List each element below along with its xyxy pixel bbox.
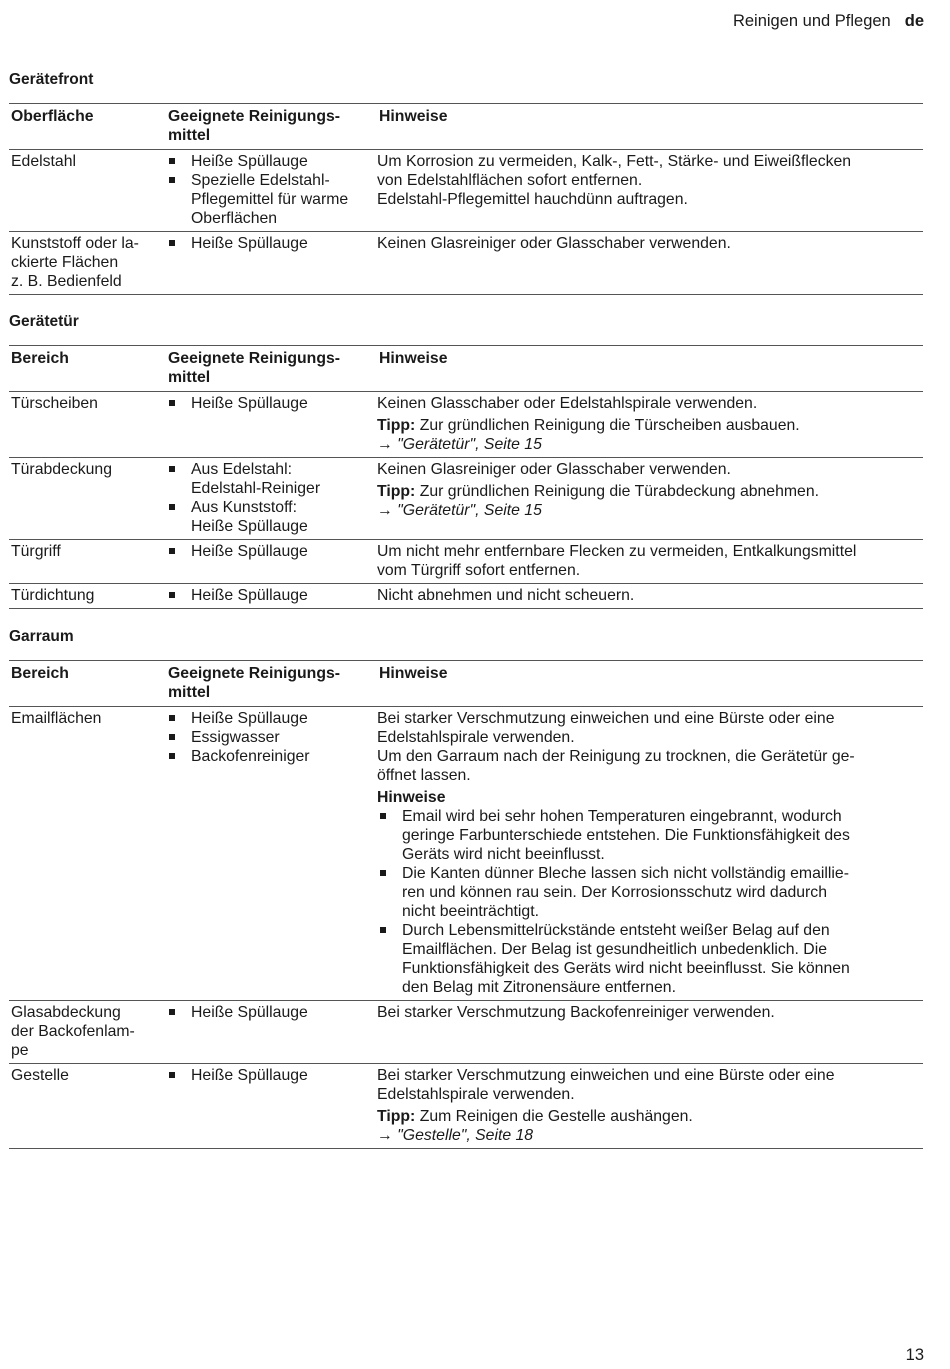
- agent-item: Heiße Spüllauge: [166, 234, 377, 253]
- table-header-row: [9, 346, 923, 392]
- column-header-area: Bereich: [11, 665, 69, 682]
- section-title: Gerätetür: [9, 313, 79, 330]
- agent-item: Aus Edelstahl: Edelstahl-Reiniger: [166, 460, 377, 498]
- cross-reference-link[interactable]: [377, 501, 921, 520]
- note-text: Keinen Glasschaber oder Edelstahlspirale verwenden.: [377, 395, 758, 412]
- agents-cell: [166, 709, 377, 997]
- section-title: Garraum: [9, 628, 74, 645]
- column-header-surface: Oberfläche: [11, 108, 94, 125]
- area-cell: Türabdeckung: [11, 461, 112, 478]
- arrow-right-icon: →: [377, 1127, 393, 1144]
- cleaning-table: [9, 660, 923, 1149]
- cross-reference-text: "Gestelle", Seite 18: [392, 1127, 534, 1144]
- note-cell: Keinen Glasreiniger oder Glasschaber verwenden.: [377, 235, 731, 252]
- agent-item: Heiße Spüllauge: [166, 586, 377, 605]
- agents-cell: [166, 460, 377, 536]
- table-row: [9, 540, 923, 584]
- column-header-notes: Hinweise: [379, 665, 448, 682]
- tip-text: Zum Reinigen die Gestelle aushängen.: [415, 1108, 693, 1125]
- column-header-notes: Hinweise: [379, 108, 448, 125]
- table-row: [9, 458, 923, 540]
- cleaning-table: [9, 345, 923, 609]
- table-row: [9, 150, 923, 232]
- agent-item: Backofenreiniger: [166, 747, 377, 766]
- notes-heading: Hinweise: [377, 789, 446, 806]
- agents-cell: [166, 586, 377, 605]
- arrow-right-icon: →: [377, 502, 393, 519]
- tip-label: Tipp:: [377, 483, 416, 500]
- cross-reference-link[interactable]: [377, 435, 921, 454]
- tip: [377, 1107, 921, 1126]
- column-header-agents: Geeignete Reinigungs- mittel: [168, 665, 341, 701]
- note-text: Keinen Glasreiniger oder Glasschaber verwenden.: [377, 461, 731, 478]
- section-geraetefront: [9, 69, 923, 295]
- agent-item: Heiße Spüllauge: [166, 1066, 377, 1085]
- agent-item: Essigwasser: [166, 728, 377, 747]
- note-text: Bei starker Verschmutzung einweichen und eine Bürste oder eine Edelstahlspirale verwenden. Um den Garraum nach der Reinigung zu trocknen, die Gerätetür ge- öffnet lassen.: [377, 710, 855, 784]
- notes-list: [377, 807, 921, 997]
- note-item: Email wird bei sehr hohen Temperaturen eingebrannt, wodurch geringe Farbunterschiede entstehen. Die Funktionsfähigkeit des Geräts wird nicht beeinflusst.: [377, 807, 921, 864]
- table-row: [9, 584, 923, 609]
- area-cell: Kunststoff oder la- ckierte Flächen z. B. Bedienfeld: [11, 235, 139, 290]
- area-cell: Glasabdeckung der Backofenlam- pe: [11, 1004, 135, 1059]
- area-cell: Gestelle: [11, 1067, 69, 1084]
- area-cell: Türgriff: [11, 543, 61, 560]
- agent-item: Heiße Spüllauge: [166, 709, 377, 728]
- agent-item: Aus Kunststoff: Heiße Spüllauge: [166, 498, 377, 536]
- tip: [377, 482, 921, 501]
- page-number: 13: [905, 1346, 924, 1364]
- tip-text: Zur gründlichen Reinigung die Türabdeckung abnehmen.: [415, 483, 819, 500]
- table-row: [9, 1064, 923, 1149]
- note-item: Die Kanten dünner Bleche lassen sich nicht vollständig emaillie- ren und können rau sein. Der Korrosionsschutz wird dadurch nicht beeinträchtigt.: [377, 864, 921, 921]
- section-garraum: [9, 626, 923, 1149]
- table-header-row: [9, 661, 923, 707]
- note-text: Bei starker Verschmutzung einweichen und eine Bürste oder eine Edelstahlspirale verwenden.: [377, 1067, 835, 1103]
- area-cell: Edelstahl: [11, 153, 76, 170]
- arrow-right-icon: →: [377, 436, 393, 453]
- table-row: [9, 232, 923, 295]
- note-cell: Um nicht mehr entfernbare Flecken zu vermeiden, Entkalkungsmittel vom Türgriff sofort entfernen.: [377, 543, 857, 579]
- note-cell: Bei starker Verschmutzung Backofenreiniger verwenden.: [377, 1004, 775, 1021]
- agent-item: Spezielle Edelstahl- Pflegemittel für warme Oberflächen: [166, 171, 377, 228]
- cross-reference-link[interactable]: [377, 1126, 921, 1145]
- table-row: [9, 1001, 923, 1064]
- cross-reference-text: "Gerätetür", Seite 15: [392, 436, 542, 453]
- column-header-agents: Geeignete Reinigungs- mittel: [168, 108, 341, 144]
- tip-label: Tipp:: [377, 1108, 416, 1125]
- table-row: [9, 707, 923, 1001]
- header-section-title: Reinigen und Pflegen: [732, 12, 891, 30]
- agents-cell: [166, 152, 377, 228]
- tip: [377, 416, 921, 435]
- column-header-agents: Geeignete Reinigungs- mittel: [168, 350, 341, 386]
- column-header-area: Bereich: [11, 350, 69, 367]
- agents-cell: [166, 1066, 377, 1145]
- cross-reference-text: "Gerätetür", Seite 15: [392, 502, 542, 519]
- running-header: [733, 12, 924, 31]
- note-cell: [377, 709, 921, 997]
- note-item: Durch Lebensmittelrückstände entsteht weißer Belag auf den Emailflächen. Der Belag ist gesundheitlich unbedenklich. Die Funktionsfähigkeit des Geräts wird nicht beeinflusst. Sie können den Belag mit Zitronensäure entfernen.: [377, 921, 921, 997]
- area-cell: Türdichtung: [11, 587, 95, 604]
- column-header-notes: Hinweise: [379, 350, 448, 367]
- tip-label: Tipp:: [377, 417, 416, 434]
- area-cell: Türscheiben: [11, 395, 98, 412]
- table-header-row: [9, 104, 923, 150]
- note-cell: [377, 460, 921, 536]
- tip-text: Zur gründlichen Reinigung die Türscheiben ausbauen.: [415, 417, 800, 434]
- agents-cell: [166, 234, 377, 291]
- note-cell: Um Korrosion zu vermeiden, Kalk-, Fett-, Stärke- und Eiweißflecken von Edelstahlflächen sofort entfernen. Edelstahl-Pflegemittel hauchdünn auftragen.: [377, 153, 852, 208]
- note-cell: Nicht abnehmen und nicht scheuern.: [377, 587, 635, 604]
- agents-cell: [166, 1003, 377, 1060]
- agent-item: Heiße Spüllauge: [166, 542, 377, 561]
- language-code: de: [904, 12, 924, 30]
- agents-cell: [166, 394, 377, 454]
- cleaning-table: [9, 103, 923, 295]
- note-cell: [377, 1066, 921, 1145]
- note-cell: [377, 394, 921, 454]
- agent-item: Heiße Spüllauge: [166, 1003, 377, 1022]
- agent-item: Heiße Spüllauge: [166, 394, 377, 413]
- area-cell: Emailflächen: [11, 710, 102, 727]
- section-geraetetuer: [9, 311, 923, 609]
- section-title: Gerätefront: [9, 71, 94, 88]
- table-row: [9, 392, 923, 458]
- agent-item: Heiße Spüllauge: [166, 152, 377, 171]
- agents-cell: [166, 542, 377, 580]
